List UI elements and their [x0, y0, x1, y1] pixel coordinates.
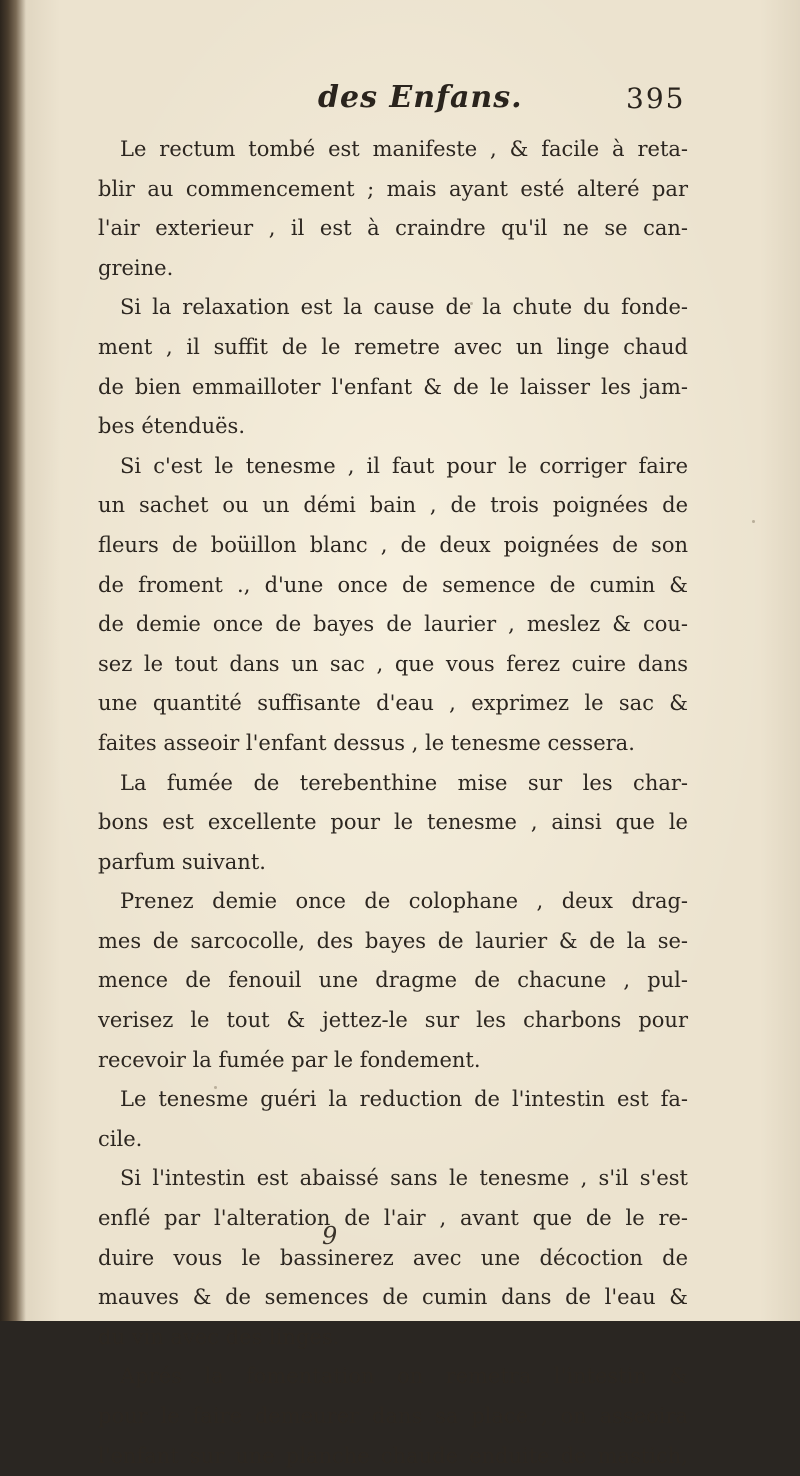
text-line: Le rectum tombé est manifeste , & facile à reta- — [120, 137, 688, 161]
text-line: mes de sarcocolle, des bayes de laurier & de la se- — [98, 928, 688, 953]
book-spine-shadow — [0, 0, 26, 1321]
signature-mark: 9 — [322, 1222, 338, 1250]
text-line: fleurs de boüillon blanc , de deux poignées de son — [98, 532, 688, 557]
text-line: pour le faire demeurer dans sa place , on asseoira — [98, 1404, 688, 1428]
page-number: 395 — [626, 82, 686, 115]
text-line: Prenez demie once de colophane , deux drag- — [120, 889, 688, 914]
text-line: verisez le tout & jettez-le sur les charbons pour — [98, 1008, 688, 1033]
text-line: Le tenesme guéri la reduction de l'intestin est fa- — [120, 1087, 688, 1112]
text-line: parfum suivant. — [98, 849, 266, 874]
text-line: de demie once de bayes de laurier , meslez & cou- — [98, 612, 688, 637]
text-line: l'air exterieur , il est à craindre qu'il ne se can- — [98, 216, 688, 241]
text-line: Aprés la fomentation on remetra l'intestin & — [120, 1364, 688, 1389]
text-line: un sachet ou un démi bain , de trois poignées de — [98, 493, 688, 518]
paper-speck — [214, 1086, 217, 1089]
paper-speck — [470, 302, 473, 305]
text-line: blir au commencement ; mais ayant esté alteré par — [98, 176, 688, 201]
text-line: de froment ., d'une once de semence de cumin & — [98, 572, 688, 597]
text-line: recevoir la fumée par le fondement. — [98, 1047, 481, 1072]
text-line: faites asseoir l'enfant dessus , le tenesme cessera. — [98, 730, 635, 755]
text-line: sez le tout dans un sac , que vous ferez cuire dans — [98, 651, 688, 676]
text-line: mence de fenouil une dragme de chacune , pul- — [98, 968, 688, 993]
text-line: bons est excellente pour le tenesme , ainsi que le — [98, 810, 688, 835]
text-line: bes étenduës. — [98, 414, 245, 439]
text-line: de bien emmailloter l'enfant & de le laisser les jam- — [98, 374, 688, 399]
text-line: une quantité suffisante d'eau , exprimez le sac & — [98, 691, 688, 716]
running-title: des Enfans. — [318, 80, 523, 115]
text-line: du vin avec des linges. — [98, 1324, 340, 1349]
text-line: cile. — [98, 1126, 143, 1151]
text-line: Si l'intestin est abaissé sans le tenesme , s'il s'est — [120, 1166, 688, 1191]
text-line: La fumée de terebenthine mise sur les char- — [120, 770, 688, 795]
text-line: duire vous le bassinerez avec une décoction de — [98, 1245, 688, 1270]
text-line: greine. — [98, 255, 174, 280]
paper-speck — [680, 1170, 683, 1173]
text-line: enflé par l'alteration de l'air , avant que de le re- — [98, 1206, 688, 1231]
text-line: mauves & de semences de cumin dans de l'eau & — [98, 1285, 688, 1310]
paper-speck — [752, 520, 755, 523]
text-line: l'enfant sur une planche chaude enduite de mastich, — [98, 1443, 688, 1468]
text-line: ment , il suffit de le remetre avec un linge chaud — [98, 334, 688, 359]
text-line: Si la relaxation est la cause de la chute du fonde- — [120, 295, 688, 320]
text-line: Si c'est le tenesme , il faut pour le corriger faire — [120, 453, 688, 478]
body-text — [98, 130, 688, 1476]
running-head — [0, 78, 800, 128]
